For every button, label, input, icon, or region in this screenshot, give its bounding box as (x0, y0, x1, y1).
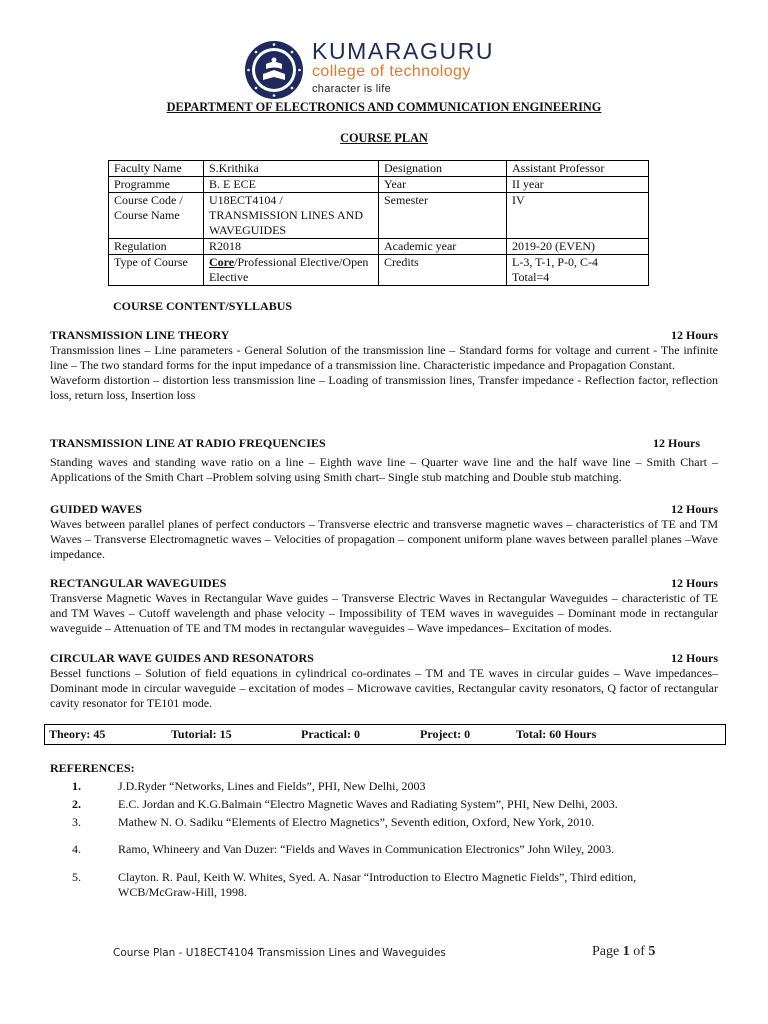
course-type-label: Type of Course (109, 255, 204, 286)
year-label: Year (379, 177, 507, 193)
references-heading: REFERENCES: (50, 761, 135, 775)
section-hours: 12 Hours (670, 576, 718, 590)
practical-hours: Practical: 0 (301, 727, 360, 741)
course-info-table (108, 160, 649, 286)
reference-number: 3. (72, 815, 81, 829)
section-body (50, 666, 718, 711)
semester-label: Semester (379, 193, 507, 239)
brand-tagline: character is life (312, 83, 392, 95)
section-hours: 12 Hours (670, 651, 718, 665)
section-title: TRANSMISSION LINE THEORY (50, 328, 230, 342)
section-paragraph: Standing waves and standing wave ratio on a line – Eighth wave line – Quarter wave line and the half wave line – Smith Chart – Applications of the Smith Chart –Problem solving using Smith chart– Single stub matching and Double stub matching. (50, 455, 718, 484)
tutorial-hours: Tutorial: 15 (171, 727, 232, 741)
credits-breakdown: L-3, T-1, P-0, C-4 (512, 255, 599, 269)
reference-number: 5. (72, 870, 81, 884)
hours-summary-bar (44, 724, 726, 745)
table-row (109, 239, 649, 255)
section-paragraph: Bessel functions – Solution of field equations in cylindrical co-ordinates – TM and TE waves in circular guides – Wave impedances– Dominant mode in circular waveguide – excitation of modes – Microwave cavities, Rectangular cavity resonators, Q factor of rectangular cavity resonator for TE101 mode. (50, 666, 718, 710)
total-pages: 5 (648, 944, 656, 959)
academic-year-value: 2019-20 (EVEN) (507, 239, 649, 255)
section-body (50, 591, 718, 636)
syllabus-heading: COURSE CONTENT/SYLLABUS (113, 299, 293, 313)
credits-value (507, 255, 649, 286)
syllabus-section (50, 502, 718, 562)
theory-hours: Theory: 45 (49, 727, 106, 741)
course-type-rest: /Professional Elective/Open Elective (209, 255, 369, 284)
credits-label: Credits (379, 255, 507, 286)
section-hours: 12 Hours (670, 502, 718, 516)
section-paragraph: Transmission lines – Line parameters - General Solution of the transmission line – Standard forms for voltage and current - The infinite line – The two standard forms for the input impedance of a transmission line. Characteristic impedance and Propagation Constant. (50, 343, 718, 372)
section-header (50, 436, 718, 451)
section-paragraph: Waveform distortion – distortion less transmission line – Loading of transmission lines, Transfer impedance - Reflection factor, reflection loss, return loss, Insertion loss (50, 373, 718, 402)
faculty-value: S.Krithika (204, 161, 379, 177)
reference-number: 1. (72, 779, 81, 793)
reference-number: 4. (72, 842, 81, 856)
table-row (109, 161, 649, 177)
brand-subtitle: college of technology (312, 63, 471, 80)
regulation-label: Regulation (109, 239, 204, 255)
faculty-label: Faculty Name (109, 161, 204, 177)
reference-text: Ramo, Whineery and Van Duzer: “Fields and Waves in Communication Electronics” John Wiley, 2003. (118, 842, 615, 856)
section-title: CIRCULAR WAVE GUIDES AND RESONATORS (50, 651, 314, 665)
reference-text: E.C. Jordan and K.G.Balmain “Electro Magnetic Waves and Radiating System”, PHI, New Delhi, 2003. (118, 797, 618, 811)
academic-year-label: Academic year (379, 239, 507, 255)
course-type-core: Core (209, 255, 235, 269)
page-word: Page (592, 944, 620, 959)
section-hours: 12 Hours (652, 436, 700, 450)
syllabus-section (50, 651, 718, 711)
reference-text: J.D.Ryder “Networks, Lines and Fields”, PHI, New Delhi, 2003 (118, 779, 426, 793)
department-heading: DEPARTMENT OF ELECTRONICS AND COMMUNICATION ENGINEERING (166, 100, 602, 114)
college-seal-icon (244, 40, 304, 100)
table-row (109, 255, 649, 286)
section-header (50, 576, 718, 591)
brand-name: KUMARAGURU (312, 38, 495, 64)
total-hours: Total: 60 Hours (516, 727, 597, 741)
section-body (50, 455, 718, 485)
syllabus-section (50, 576, 718, 636)
designation-value: Assistant Professor (507, 161, 649, 177)
syllabus-section (50, 328, 718, 403)
current-page: 1 (622, 944, 630, 959)
section-title: TRANSMISSION LINE AT RADIO FREQUENCIES (50, 436, 326, 450)
designation-label: Designation (379, 161, 507, 177)
section-title: RECTANGULAR WAVEGUIDES (50, 576, 227, 590)
table-row (109, 193, 649, 239)
section-body (50, 517, 718, 562)
of-word: of (633, 944, 645, 959)
programme-label: Programme (109, 177, 204, 193)
section-paragraph: Waves between parallel planes of perfect conductors – Transverse electric and transverse magnetic waves – characteristics of TE and TM Waves – Transverse Electromagnetic waves – Velocities of propagation – component uniform plane waves between parallel planes –Wave impedance. (50, 517, 718, 561)
course-code-label: Course Code / Course Name (109, 193, 204, 239)
credits-total: Total=4 (512, 270, 550, 284)
course-type-value (204, 255, 379, 286)
year-value: II year (507, 177, 649, 193)
project-hours: Project: 0 (420, 727, 471, 741)
semester-value: IV (507, 193, 649, 239)
page-title: COURSE PLAN (340, 131, 428, 145)
section-paragraph: Transverse Magnetic Waves in Rectangular Wave guides – Transverse Electric Waves in Rectangular Waveguides – characteristic of TE and TM Waves – Cutoff wavelength and phase velocity – Impossibility of TEM waves in waveguides – Dominant mode in rectangular waveguide – Attenuation of TE and TM modes in rectangular waveguides – Wave impedances– Excitation of modes. (50, 591, 718, 635)
course-code-value: U18ECT4104 / TRANSMISSION LINES AND WAVEGUIDES (204, 193, 379, 239)
syllabus-section (50, 436, 718, 485)
section-body (50, 343, 718, 403)
footer-course-title: Course Plan - U18ECT4104 Transmission Lines and Waveguides (113, 947, 446, 959)
section-header (50, 328, 718, 343)
programme-value: B. E ECE (204, 177, 379, 193)
table-row (109, 177, 649, 193)
reference-text: Clayton. R. Paul, Keith W. Whites, Syed. A. Nasar “Introduction to Electro Magnetic Fields”, Third edition, WCB/McGraw-Hill, 1998. (118, 870, 637, 899)
college-logo (244, 38, 544, 98)
reference-number: 2. (72, 797, 81, 811)
page-number (592, 944, 655, 960)
section-title: GUIDED WAVES (50, 502, 142, 516)
section-header (50, 502, 718, 517)
regulation-value: R2018 (204, 239, 379, 255)
section-header (50, 651, 718, 666)
section-hours: 12 Hours (670, 328, 718, 342)
reference-text: Mathew N. O. Sadiku “Elements of Electro Magnetics”, Seventh edition, Oxford, New York, 2010. (118, 815, 595, 829)
